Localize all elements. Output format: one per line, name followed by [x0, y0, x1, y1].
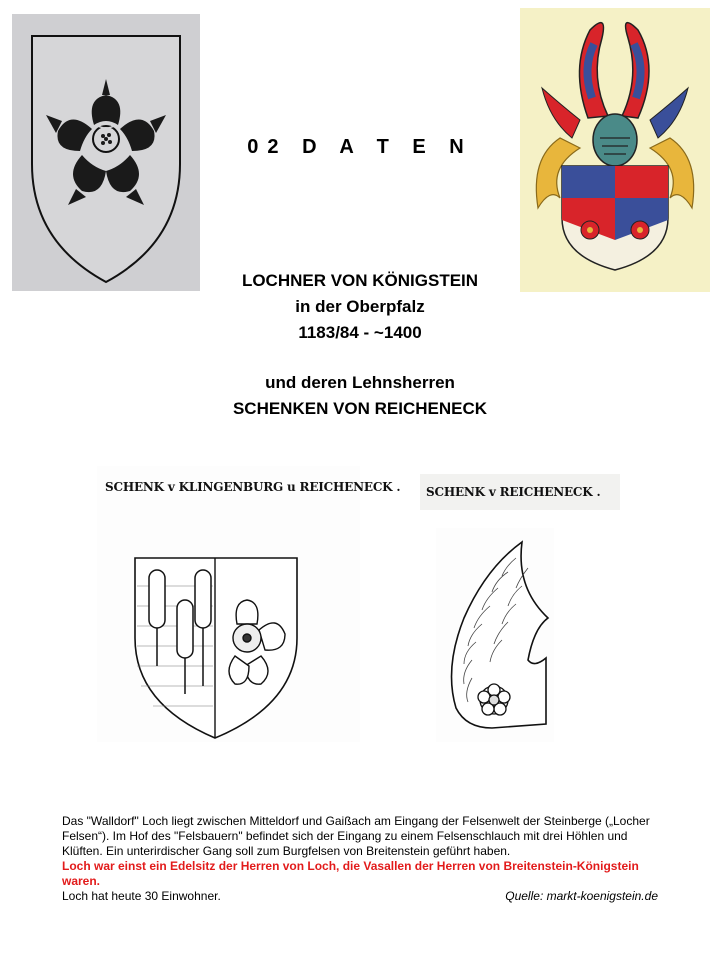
klingenburg-shield-icon — [97, 466, 360, 742]
source-citation: Quelle: markt-koenigstein.de — [505, 889, 658, 903]
rose-shield-icon — [12, 14, 200, 291]
heading-block — [160, 268, 560, 346]
heading-line-2: in der Oberpfalz — [295, 297, 425, 316]
description-text — [62, 814, 662, 904]
heading-line-4: und deren Lehnsherren — [265, 373, 455, 392]
coat-of-arms-klingenburg-image — [97, 466, 401, 742]
heading-line-3: 1183/84 - ~1400 — [298, 323, 422, 342]
coat-of-arms-rose-image — [12, 14, 200, 291]
page-title: 02 D A T E N — [247, 136, 473, 158]
description-paragraph: Das "Walldorf" Loch liegt zwischen Mitteldorf und Gaißach am Eingang der Felsenwelt der Steinberge („Locher Felsen“). Im Hof des "Felsbauern" befindet sich der Eingang zu einem Felsenschlauch mit drei Höhlen und Klüften. Ein unterirdischer Gang soll zum Burgfelsen von Breitenstein geführt haben. — [62, 814, 650, 858]
heading-line-1: LOCHNER VON KÖNIGSTEIN — [241, 271, 479, 290]
final-row — [62, 889, 658, 904]
arms-right-label: SCHENK v REICHENECK . — [426, 485, 601, 499]
arms-right-label-box — [420, 474, 620, 510]
arms-left-label: SCHENK v KLINGENBURG u REICHENECK . — [105, 480, 401, 494]
reicheneck-horn-icon — [436, 528, 554, 742]
coat-of-arms-helmet-image — [520, 8, 710, 292]
heading-line-5: SCHENKEN VON REICHENECK — [232, 399, 488, 418]
subheading-block — [160, 370, 560, 422]
highlight-paragraph: Loch war einst ein Edelsitz der Herren von Loch, die Vasallen der Herren von Breitenstein-Königstein waren. — [62, 859, 639, 888]
coat-of-arms-reicheneck-image — [436, 528, 554, 742]
helmet-crest-icon — [520, 8, 710, 292]
population-text: Loch hat heute 30 Einwohner. — [62, 889, 221, 903]
